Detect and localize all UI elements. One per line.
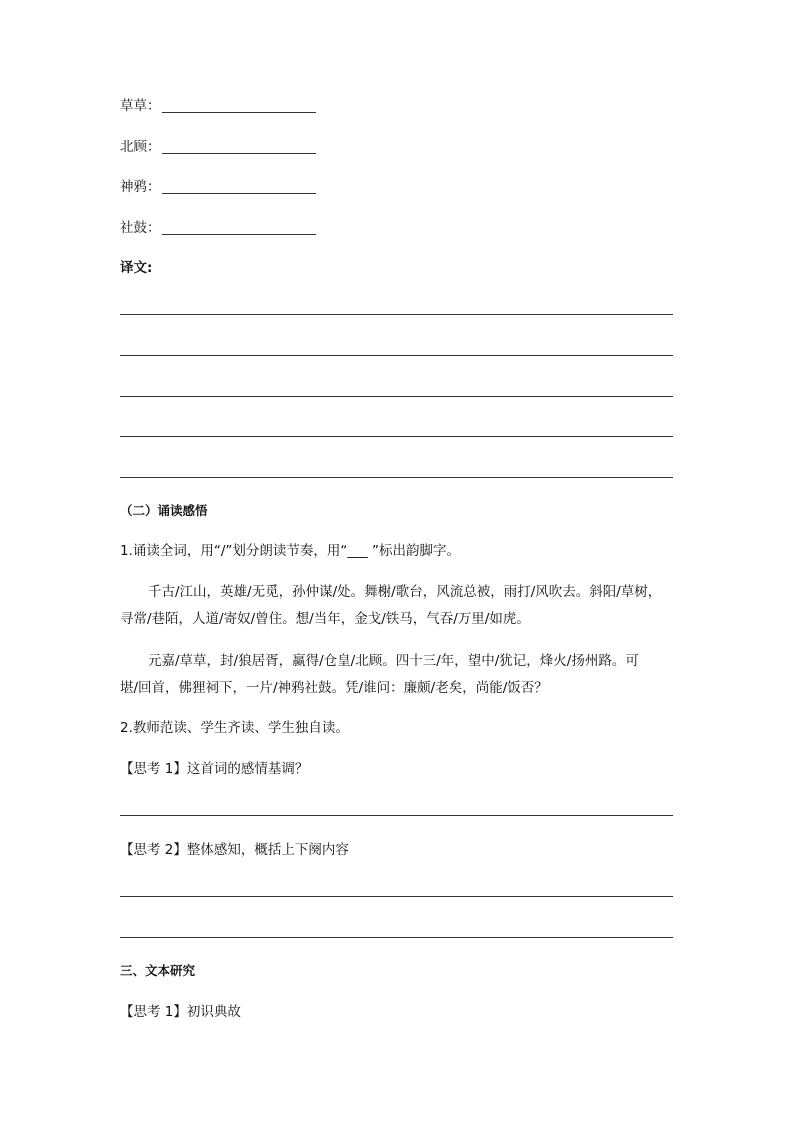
translation-line-1[interactable] [120,314,673,315]
think2-answer-line-1[interactable] [120,896,673,897]
poem-para1-line1: 千古/江山，英雄/无觅，孙仲谋/处。舞榭/歌台，风流总被，雨打/风吹去。斜阳/草树， [148,584,662,600]
translation-line-4[interactable] [120,436,673,437]
vocab-label-caocao: 草草： [120,98,161,114]
vocab-blank-caocao[interactable] [162,112,316,113]
section2-question-2: 2.教师范读、学生齐读、学生独自读。 [120,720,349,736]
vocab-blank-beigu[interactable] [162,153,316,154]
section2-question-1: 1.诵读全词，用“/”划分朗读节奏，用“___ ”标出韵脚字。 [120,543,460,559]
poem-para2-line2: 堪/回首，佛狸祠下，一片/神鸦社鼓。凭/谁问：廉颇/老矣，尚能/饭否？ [120,680,548,696]
vocab-label-beigu: 北顾： [120,139,161,155]
poem-para1-line2: 寻常/巷陌，人道/寄奴/曾住。想/当年，金戈/铁马，气吞/万里/如虎。 [120,611,530,627]
translation-line-3[interactable] [120,396,673,397]
section2-heading: （二）诵读感悟 [120,503,208,518]
think2-answer-line-2[interactable] [120,937,673,938]
vocab-label-shenya: 神鸦： [120,179,161,195]
translation-label: 译文: [120,260,153,276]
think1-prompt: 【思考 1】这首词的感情基调？ [120,761,309,777]
vocab-blank-shenya[interactable] [162,193,316,194]
section3-heading: 三、文本研究 [120,963,196,978]
vocab-blank-shegu[interactable] [162,234,316,235]
poem-para2-line1: 元嘉/草草，封/狼居胥，赢得/仓皇/北顾。四十三/年，望中/犹记，烽火/扬州路。可 [148,653,639,669]
vocab-label-shegu: 社鼓： [120,220,161,236]
think1-answer-line[interactable] [120,815,673,816]
section3-think1-prompt: 【思考 1】初识典故 [120,1004,241,1020]
think2-prompt: 【思考 2】整体感知，概括上下阕内容 [120,842,349,858]
translation-line-5[interactable] [120,477,673,478]
translation-line-2[interactable] [120,355,673,356]
